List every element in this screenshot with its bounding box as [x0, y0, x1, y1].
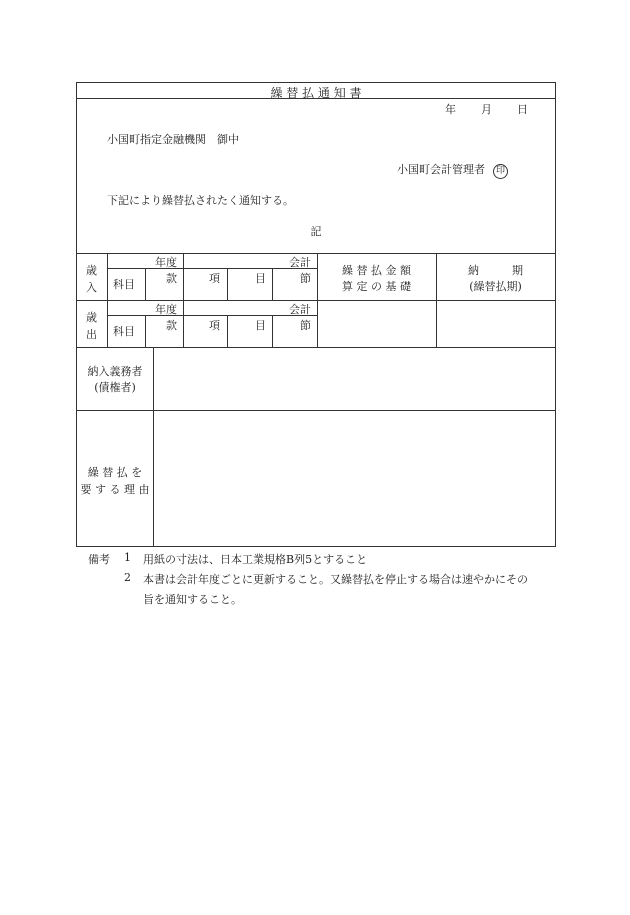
sender — [397, 161, 508, 179]
revenue-sub-line — [107, 268, 317, 269]
col-kou-line — [227, 268, 228, 300]
date-year: 年 — [445, 103, 456, 116]
revenue-kan: 款 — [166, 272, 177, 285]
col-kamoku-line-2 — [145, 315, 146, 347]
obligor-label-line1: 納入義務者 — [87, 365, 143, 378]
revenue-label-1: 歳 — [86, 264, 97, 277]
title-divider — [77, 98, 555, 99]
basis-header-line2: 算 定 の 基 礎 — [342, 280, 411, 293]
table-top-line — [77, 253, 555, 254]
col-moku-line — [272, 268, 273, 300]
reason-label-line2: 要 す る 理 由 — [80, 483, 150, 496]
note-1-text: 用紙の寸法は、日本工業規格B列5とすること — [143, 553, 368, 566]
date-day: 日 — [517, 103, 528, 116]
revenue-kaikei: 会計 — [289, 256, 311, 269]
expense-label-1: 歳 — [86, 311, 97, 324]
reason-label-line1: 繰 替 払 を — [87, 466, 143, 479]
expense-label-2: 出 — [86, 328, 97, 341]
due-header-line2: (繰替払期) — [469, 280, 522, 293]
note-2-text-line1: 本書は会計年度ごとに更新すること。又繰替払を停止する場合は速やかにその — [143, 573, 528, 586]
due-header-line1: 納 期 — [468, 264, 523, 277]
col-label-line — [107, 253, 108, 347]
col-kamoku-line — [145, 268, 146, 300]
col-kou-line-2 — [227, 315, 228, 347]
sender-name: 小国町会計管理者 — [397, 163, 485, 176]
revenue-nendo: 年度 — [155, 256, 177, 269]
note-2-num: 2 — [124, 571, 131, 584]
expense-kaikei: 会計 — [289, 303, 311, 316]
revenue-kou: 項 — [209, 272, 220, 285]
note-2-text-line2: 旨を通知すること。 — [143, 593, 242, 606]
col-kan-line — [183, 253, 184, 300]
col-kan-line-2 — [183, 300, 184, 347]
expense-kamoku: 科目 — [113, 325, 135, 338]
seal-mark: 印 — [493, 164, 508, 179]
note-1-num: 1 — [124, 551, 131, 564]
expense-nendo: 年度 — [155, 303, 177, 316]
obligor-reason-divider — [77, 410, 555, 411]
expense-kou: 項 — [209, 319, 220, 332]
form-title: 繰 替 払 通 知 書 — [270, 86, 362, 100]
obligor-label-line2: (債権者) — [94, 381, 136, 394]
addressee: 小国町指定金融機関 御中 — [107, 133, 239, 146]
remittance-notice-form — [76, 82, 556, 547]
notes-label: 備考 — [88, 553, 110, 566]
date-month: 月 — [481, 103, 492, 116]
intro-text: 下記により繰替払されたく通知する。 — [107, 194, 294, 207]
basis-header-line1: 繰 替 払 金 額 — [342, 264, 411, 277]
revenue-expense-divider — [77, 300, 555, 301]
expense-kan: 款 — [166, 319, 177, 332]
expense-moku: 目 — [255, 319, 266, 332]
ki-heading: 記 — [310, 225, 322, 238]
revenue-label-2: 入 — [86, 281, 97, 294]
expense-sub-line — [107, 315, 317, 316]
col-moku-line-2 — [272, 315, 273, 347]
expense-setsu: 節 — [300, 319, 311, 332]
revenue-setsu: 節 — [300, 272, 311, 285]
revenue-moku: 目 — [255, 272, 266, 285]
revenue-kamoku: 科目 — [113, 278, 135, 291]
expense-obligor-divider — [77, 347, 555, 348]
lower-label-line — [153, 347, 154, 546]
